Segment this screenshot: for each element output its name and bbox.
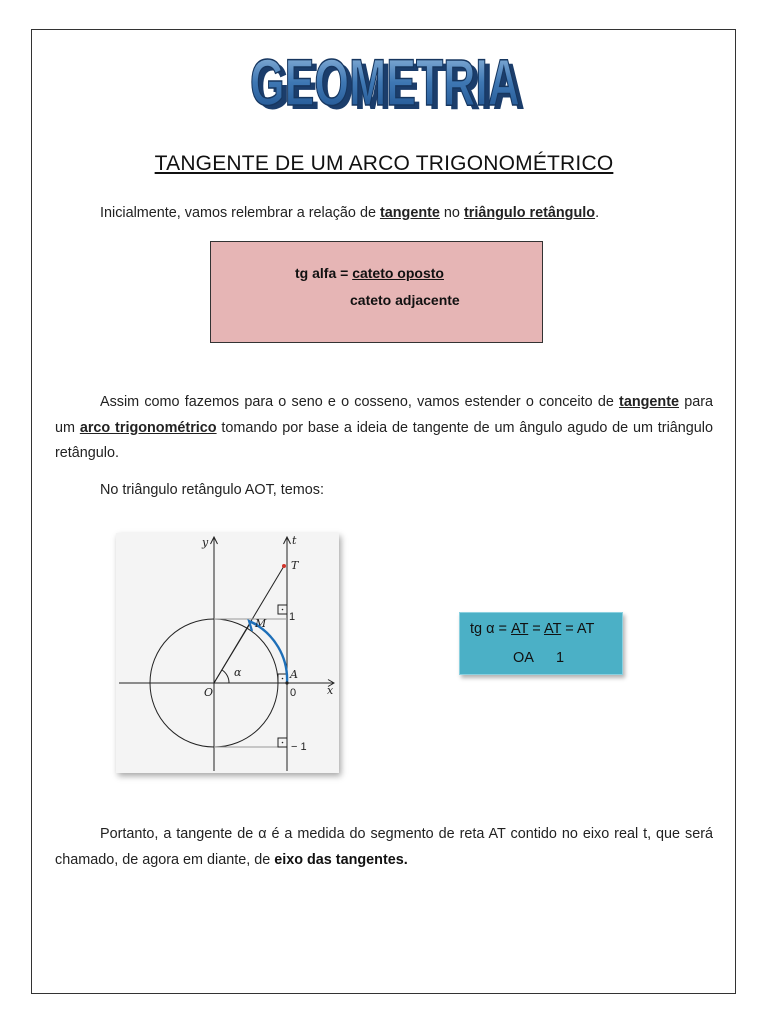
svg-text:α: α <box>234 666 242 679</box>
term-arco-trigonometrico: arco trigonométrico <box>79 419 217 436</box>
svg-text:GEOMETRIA: GEOMETRIA <box>250 45 520 117</box>
formula-line-2: OA 1 <box>513 650 565 666</box>
point-a <box>285 681 288 684</box>
svg-text:x: x <box>327 684 334 697</box>
svg-text:− 1: − 1 <box>291 741 307 753</box>
svg-text:T: T <box>291 559 299 572</box>
svg-text:GEOMETRIA: GEOMETRIA <box>255 49 525 117</box>
term-eixo-das-tangentes: eixo das tangentes. <box>274 851 408 868</box>
svg-text:y: y <box>202 536 209 549</box>
svg-text:M: M <box>255 617 267 630</box>
unit-circle-figure <box>116 533 339 773</box>
point-t <box>282 564 286 568</box>
svg-text:A: A <box>290 668 298 681</box>
svg-text:1: 1 <box>289 611 296 623</box>
conclusion-paragraph: Portanto, a tangente de α é a medida do segmento de reta AT contido no eixo real t, que será chamado, de agora em diante, de eixo das tangentes. <box>55 826 713 868</box>
term-tangente-2: tangente <box>619 394 679 410</box>
term-tangente: tangente <box>379 205 440 221</box>
aot-intro-text: No triângulo retângulo AOT, temos: <box>100 482 324 498</box>
formula-line-1: tg α = AT = AT = AT <box>470 621 595 637</box>
tangent-at-formula-box <box>459 612 623 675</box>
intro-paragraph: Inicialmente, vamos relembrar a relação de tangente no triângulo retângulo. <box>100 205 600 221</box>
svg-text:O: O <box>204 686 214 699</box>
page-title: TANGENTE DE UM ARCO TRIGONOMÉTRICO <box>154 152 614 175</box>
formula-denominator: cateto adjacente <box>350 292 460 308</box>
svg-text:0: 0 <box>290 687 297 699</box>
formula-numerator-line: tg alfa = cateto oposto <box>295 265 444 281</box>
term-triangulo-retangulo: triângulo retângulo <box>463 205 596 221</box>
svg-text:t: t <box>292 534 297 547</box>
extension-paragraph: Assim como fazemos para o seno e o cosseno, vamos estender o conceito de tangente para um arco trigonométrico tomando por base a ideia de tangente de um ângulo agudo de um triângulo retângulo. <box>55 394 714 461</box>
tangent-formula-box <box>210 241 543 343</box>
geometria-logo <box>240 45 530 117</box>
